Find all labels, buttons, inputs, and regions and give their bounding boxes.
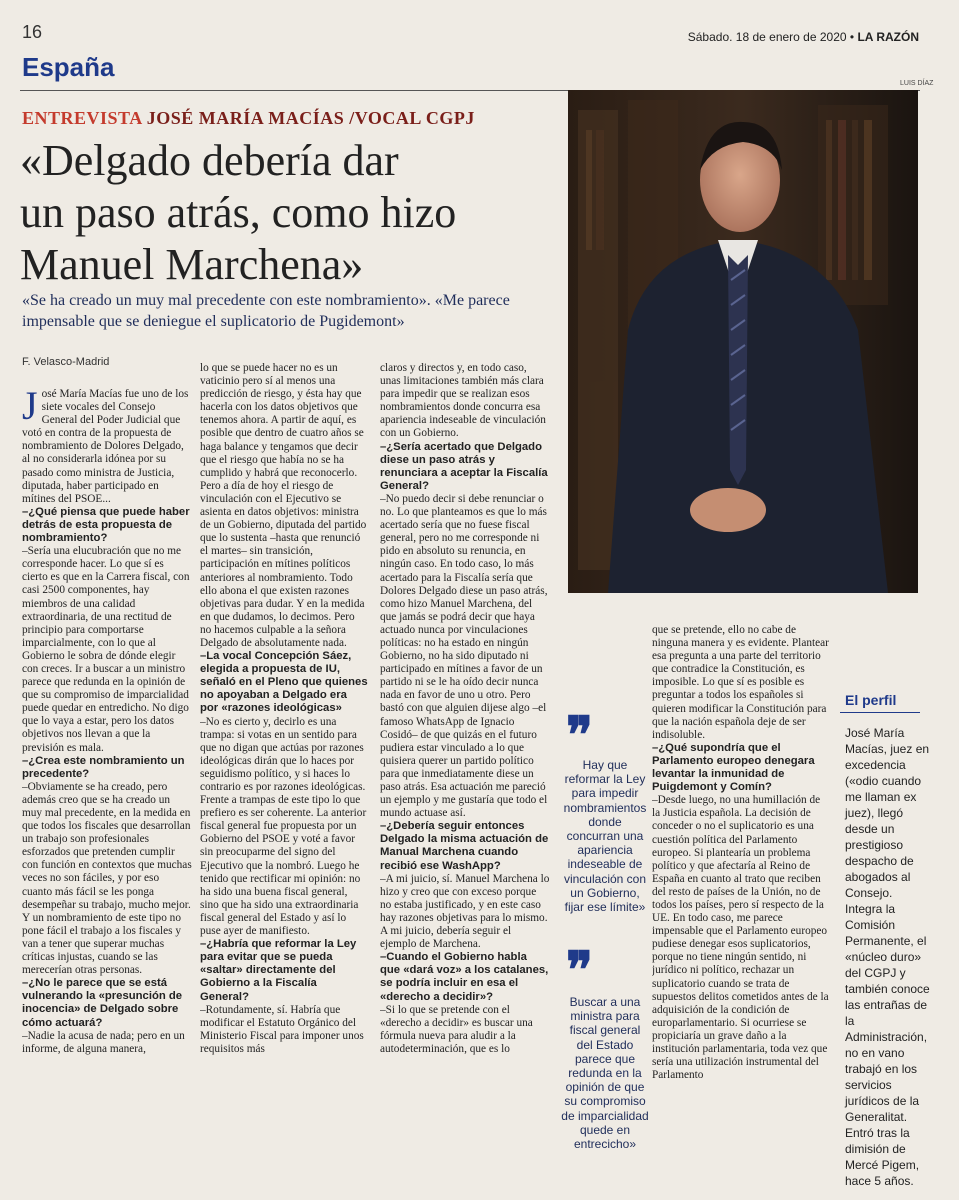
question: –¿Habría que reformar la Ley para evitar que se pueda «saltar» directamente del Gobierno a la Fiscalía General?: [200, 938, 357, 1003]
question: –¿No le parece que se está vulnerando la «presunción de inocencia» de Delgado sobre cómo actuará?: [22, 977, 183, 1029]
question: –¿Qué supondría que el Parlamento europeo denegara levantar la inmunidad de Puigdemont y Comín?: [652, 741, 815, 794]
answer: que se pretende, ello no cabe de ninguna manera y es evidente. Plantear esa pregunta a una parte del territorio que contradice la Constitución, es imposible. Lo que sí es posible es preguntar a todos los españoles si quieren modificar la Constitución para que la nación española deje de ser indisoluble.: [652, 624, 829, 741]
headline-line: «Delgado debería dar: [20, 136, 399, 185]
question: –¿Debería seguir entonces Delgado la misma actuación de Manual Marchena cuando recibió ese WashApp?: [380, 820, 549, 872]
answer: –Si lo que se pretende con el «derecho a decidir» es buscar una fórmula nueva para aludir a la autodeterminación, que es lo: [380, 1003, 533, 1055]
section-title: España: [22, 52, 115, 82]
portrait-illustration: [568, 90, 918, 593]
answer: –A mi juicio, sí. Manuel Marchena lo hizo y creo que con exceso porque no estaba justificado, y en este caso hay razones objetivas para lo mismo. A mi juicio, debería seguir el ejemplo de Marchena.: [380, 872, 550, 951]
text-column-5: [652, 624, 830, 1172]
profile-rule: [840, 712, 920, 713]
answer: claros y directos y, en todo caso, unas limitaciones también más clara para impedir que se realizan esos nombramientos donde concurra esa apariencia indeseable de vinculación con un Gobierno.: [380, 362, 546, 440]
answer: –Sería una elucubración que no me corresponde hacer. Lo que sí es cierto es que en la Carrera fiscal, con casi 2500 componentes, hay miembros de una calidad extraordinaria, de una rectitud de principio para comportarse imparcialmente, con lo que al Gobierno le sobra de dónde elegir con creces. Ir a buscar a un ministro parece que redunda en la opinión de que su compromiso de imparcialidad puede quedar en entredicho. No digo que lo vaya a estar, pero los datos objetivos nos llevan a que la previsión es mala.: [22, 545, 190, 754]
intro-paragraph: osé María Macías fue uno de los siete vocales del Consejo General del Poder Judicial que votó en contra de la propuesta de nombramiento de Dolores Delgado, al no considerarla idónea por su pasado como ministra de Justicia, diputada, haber participado en mítines del PSOE...: [22, 388, 189, 505]
pull-quote: Buscar a una ministra para fiscal general del Estado parece que redunda en la opinión de que su compromiso de imparcialidad quede en entrecicho»: [561, 995, 649, 1152]
answer: –Rotundamente, sí. Habría que modificar el Estatuto Orgánico del Ministerio Fiscal para imponer unos requisitos más: [200, 1003, 364, 1055]
header-dateline: [688, 30, 919, 44]
question: –¿Qué piensa que puede haber detrás de esta propuesta de nombramiento?: [22, 505, 190, 545]
question: –¿Crea este nombramiento un precedente?: [22, 754, 185, 780]
pull-quote: Hay que reformar la Ley para impedir nombramientos donde concurran una apariencia indeseable de vinculación con un Gobierno, fijar ese límite»: [563, 758, 647, 915]
issue-date: Sábado. 18 de enero de 2020: [687, 30, 847, 44]
dropcap: J: [22, 388, 38, 428]
question: –Cuando el Gobierno habla que «dará voz» a los catalanes, se podría incluir en esa el «derecho a decidir»?: [380, 951, 549, 1003]
answer: –No puedo decir si debe renunciar o no. Lo que planteamos es que lo más acertado sería que no fuese fiscal general, pero no me corresponde ni pido en absoluto su renuncia, en ningún caso. En todo caso, lo más acertado para la Fiscalía sería que Dolores Delgado diese un paso atrás, como hizo Manuel Marchena, del que jamás se podrá decir que haya actuado nunca por vinculaciones políticas: no ha estado en ningún Gobierno, no ha sido diputado ni participado en mítines a favor de un partido ni se le ha oído decir nunca nada en favor de uno u otro. Pero bastó con que alguien dijese algo –el famoso WhatsApp de Ignacio Cosidó– de que quizás en el futuro pudiera estar vinculado a lo que quisiera querer un partido político para que inmediatamente diese un paso atrás. Esa actuación me pareció un ejemplo y me gustaría que todo el mundo actuase así.: [380, 492, 548, 820]
photo-credit: LUIS DÍAZ: [900, 80, 934, 87]
headline-line: Manuel Marchena»: [20, 240, 364, 289]
subheadline: «Se ha creado un muy mal precedente con este nombramiento». «Me parece impensable que se deniegue el suplicatorio de Pugidemont»: [22, 292, 510, 330]
portrait-photo: [568, 90, 918, 593]
answer: –No es cierto y, decirlo es una trampa: si votas en un sentido para que no digan que actúas por razones ideológicas dirán que lo haces por seguidismo político, y si haces lo contrario es por razones ideológicas. Frente a trampas de este tipo lo que prefiero es ser coherente. La anterior fiscal general fue propuesta por un Gobierno del PSOE y voté a favor sin preocuparme del signo del Ejecutivo que la nombró. Luego he tenido que rectificar mi opinión: no ha sido una buena fiscal general, sino que ha sido una extraordinaria fiscal general del Estado y así lo puse ayer de manifiesto.: [200, 715, 367, 938]
answer: –Obviamente se ha creado, pero además creo que se ha creado un muy mal precedente, en la medida en que todos los fiscales que desarrollan un trabajo son profesionales esforzados que pretenden cumplir con función en contextos que muchas veces no son fáciles, y por eso cuanto más fácil se les ponga desempeñar su trabajo, mucho mejor. Y un nombramiento de este tipo no pone fácil el trabajo a los fiscales y van a tener que superar muchas críticas injustas, cuando se las merecerían otras personas.: [22, 780, 192, 977]
header-bullet: •: [849, 30, 855, 44]
text-column-1: [22, 388, 192, 1163]
kicker: [22, 108, 475, 129]
answer: –Desde luego, no una humillación de la Justicia española. La decisión de conceder o no el suplicatorio es una cuestión política del Parlamento europeo. Si plantearía un problema político y que afectaría al Reino de España en cuanto al trato que reciben del resto de países de la Unión, no de todos los países, pero sí respecto de la UE. En todo caso, me parece impensable que el Parlamento europeo pudiese denegar esos suplicatorios, porque no tiene ningún sentido, ni jurídico ni político, rechazar un suplicatorio cuando se trata de supuestos delitos cometidos antes de la adquisición de la condición de europarlamentario. Si ocurriese se propiciaría un grave daño a la institución parlamentaria, toda vez que sería una utilización instrumental del Parlamento: [652, 794, 829, 1082]
headline-line: un paso atrás, como hizo: [20, 188, 457, 237]
answer: –Nadie la acusa de nada; pero en un informe, de alguna manera,: [22, 1029, 185, 1055]
page-number: 16: [22, 22, 43, 42]
question: –¿Sería acertado que Delgado diese un paso atrás y renunciara a aceptar la Fiscalía General?: [380, 440, 548, 492]
quote-mark-icon: ❞: [566, 942, 593, 998]
quote-mark-icon: ❞: [566, 707, 593, 763]
kicker-name: JOSÉ MARÍA MACÍAS /VOCAL CGPJ: [146, 108, 475, 128]
profile-title: El perfil: [845, 692, 897, 708]
question: –La vocal Concepción Sáez, elegida a propuesta de IU, señaló en el Pleno que quienes no apoyaban a Delgado era por «razones ideológicas»: [200, 650, 368, 715]
byline: F. Velasco-Madrid: [22, 356, 110, 368]
publication-name: LA RAZÓN: [857, 30, 919, 44]
headline: [20, 135, 560, 291]
text-column-2: [200, 362, 368, 1162]
profile-text: José María Macías, juez en excedencia («odio cuando me llaman ex juez), llegó desde un prestigioso despacho de abogados al Consejo. Integra la Comisión Permanente, el «núcleo duro» del CGPJ y también conoce las entrañas de la Administración, no en vano trabajó en los servicios jurídicos de la Generalitat. Entró tras la dimisión de Mercé Pigem, hace 5 años.: [845, 726, 930, 1188]
text-column-3: [380, 362, 550, 1162]
answer: lo que se puede hacer no es un vaticinio pero sí al menos una predicción de riesgo, y ésta hay que hacerla con los datos objetivos que tenemos ahora. A partir de aquí, es posible que dentro de cuatro años se haga balance y tengamos que decir que el riesgo que había no se ha cumplido y habrá que reconocerlo. Pero a día de hoy el riesgo de vinculación con el Ejecutivo se asienta en datos objetivos: ministra de un Gobierno, diputada del partido que lo sustenta –hasta que renunció el martes– sin transición, participación en mítines políticos anteriores al nombramiento. Todo ello abona el que existen razones objetivas para dudar. Y en la medida en que dudamos, lo decimos. Pero no hacemos culpable a la señora Delgado de absolutamente nada.: [200, 362, 367, 649]
kicker-label: ENTREVISTA: [22, 108, 142, 128]
